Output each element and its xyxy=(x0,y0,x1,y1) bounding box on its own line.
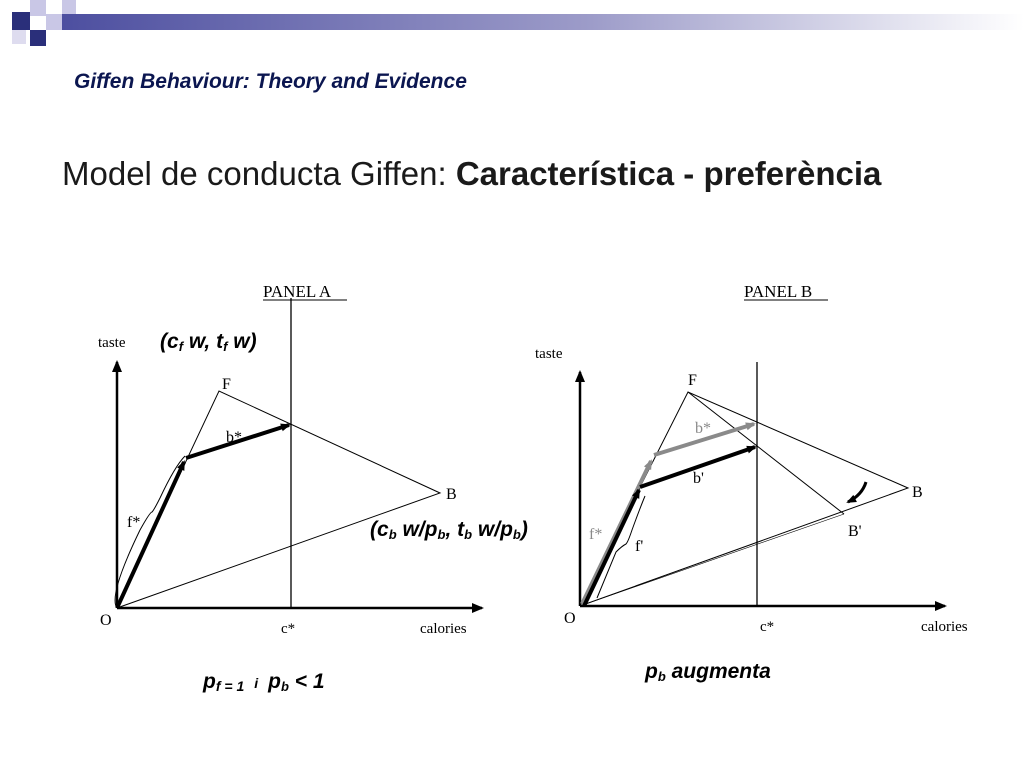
pb2-augmenta: augmenta xyxy=(665,660,771,683)
panel-b-new-budget-line xyxy=(688,392,844,514)
cf-close: w) xyxy=(227,330,257,353)
panel-b-c-star-label: c* xyxy=(760,619,775,635)
panel-b-budget-triangle xyxy=(580,392,908,606)
panel-a-c-star-label: c* xyxy=(281,621,296,637)
cb-mid-2: , t xyxy=(445,518,465,541)
cf-open: (c xyxy=(160,330,179,353)
pf-and: i xyxy=(254,675,259,691)
panel-b-point-b-label: B xyxy=(912,484,923,501)
pf-sub: f = 1 xyxy=(215,678,245,694)
panel-b-x-axis-label: calories xyxy=(921,619,968,635)
panel-a-y-axis-label: taste xyxy=(98,335,126,351)
title-normal-text: Model de conducta Giffen: xyxy=(62,155,456,192)
pb2-p: p xyxy=(645,660,658,683)
pb-p: p xyxy=(268,670,281,693)
tf-sub-f: f xyxy=(223,339,228,354)
pb-sub: b xyxy=(280,679,289,694)
cf-sub-f: f xyxy=(178,339,184,354)
panel-b-point-b-prime-label: B' xyxy=(848,523,862,540)
panel-a xyxy=(98,282,482,637)
panel-b-y-axis-label: taste xyxy=(535,346,563,362)
panel-a-f-coordinates xyxy=(160,330,257,354)
panel-a-heading: PANEL A xyxy=(263,282,332,301)
cb-sub-4: b xyxy=(512,527,521,542)
cb-sub-1: b xyxy=(388,527,397,542)
panel-b-shift-arrow-icon xyxy=(848,482,866,502)
pf-p: p xyxy=(203,670,216,693)
title-bold-text: Característica - preferència xyxy=(455,155,882,192)
pb-less-than: < 1 xyxy=(288,670,325,693)
panel-a-price-condition xyxy=(203,670,325,694)
cf-mid: w, t xyxy=(183,330,224,353)
panel-b-b-star-label: b* xyxy=(695,420,711,437)
panel-b-heading: PANEL B xyxy=(744,282,813,301)
panel-b-price-condition xyxy=(645,660,771,684)
panel-b-origin-label: O xyxy=(564,610,576,627)
panel-b-b-prime-label: b' xyxy=(693,470,704,487)
panel-b-point-f-label: F xyxy=(688,372,697,389)
cb-sub-3: b xyxy=(464,527,473,542)
panel-a-point-b-label: B xyxy=(446,486,457,503)
panel-a-point-f-label: F xyxy=(222,376,231,393)
panel-a-f-star-label: f* xyxy=(127,514,141,531)
panel-a-b-coordinates xyxy=(370,518,528,542)
panel-b-f-prime-label: f' xyxy=(635,538,644,555)
panel-a-x-axis-label: calories xyxy=(420,621,467,637)
cb-mid-1: w/p xyxy=(396,518,438,541)
cb-mid-3: w/p xyxy=(472,518,513,541)
slide-subtitle: Giffen Behaviour: Theory and Evidence xyxy=(74,70,467,93)
cb-sub-2: b xyxy=(437,527,446,542)
cb-close: ) xyxy=(520,518,528,541)
panel-b xyxy=(535,282,968,635)
pb2-sub: b xyxy=(657,669,666,684)
panel-a-origin-label: O xyxy=(100,612,112,629)
cb-open: (c xyxy=(370,518,389,541)
panel-a-f-star-vector xyxy=(117,462,184,608)
panel-a-b-star-label: b* xyxy=(226,429,242,446)
panel-b-f-star-label: f* xyxy=(589,526,603,543)
